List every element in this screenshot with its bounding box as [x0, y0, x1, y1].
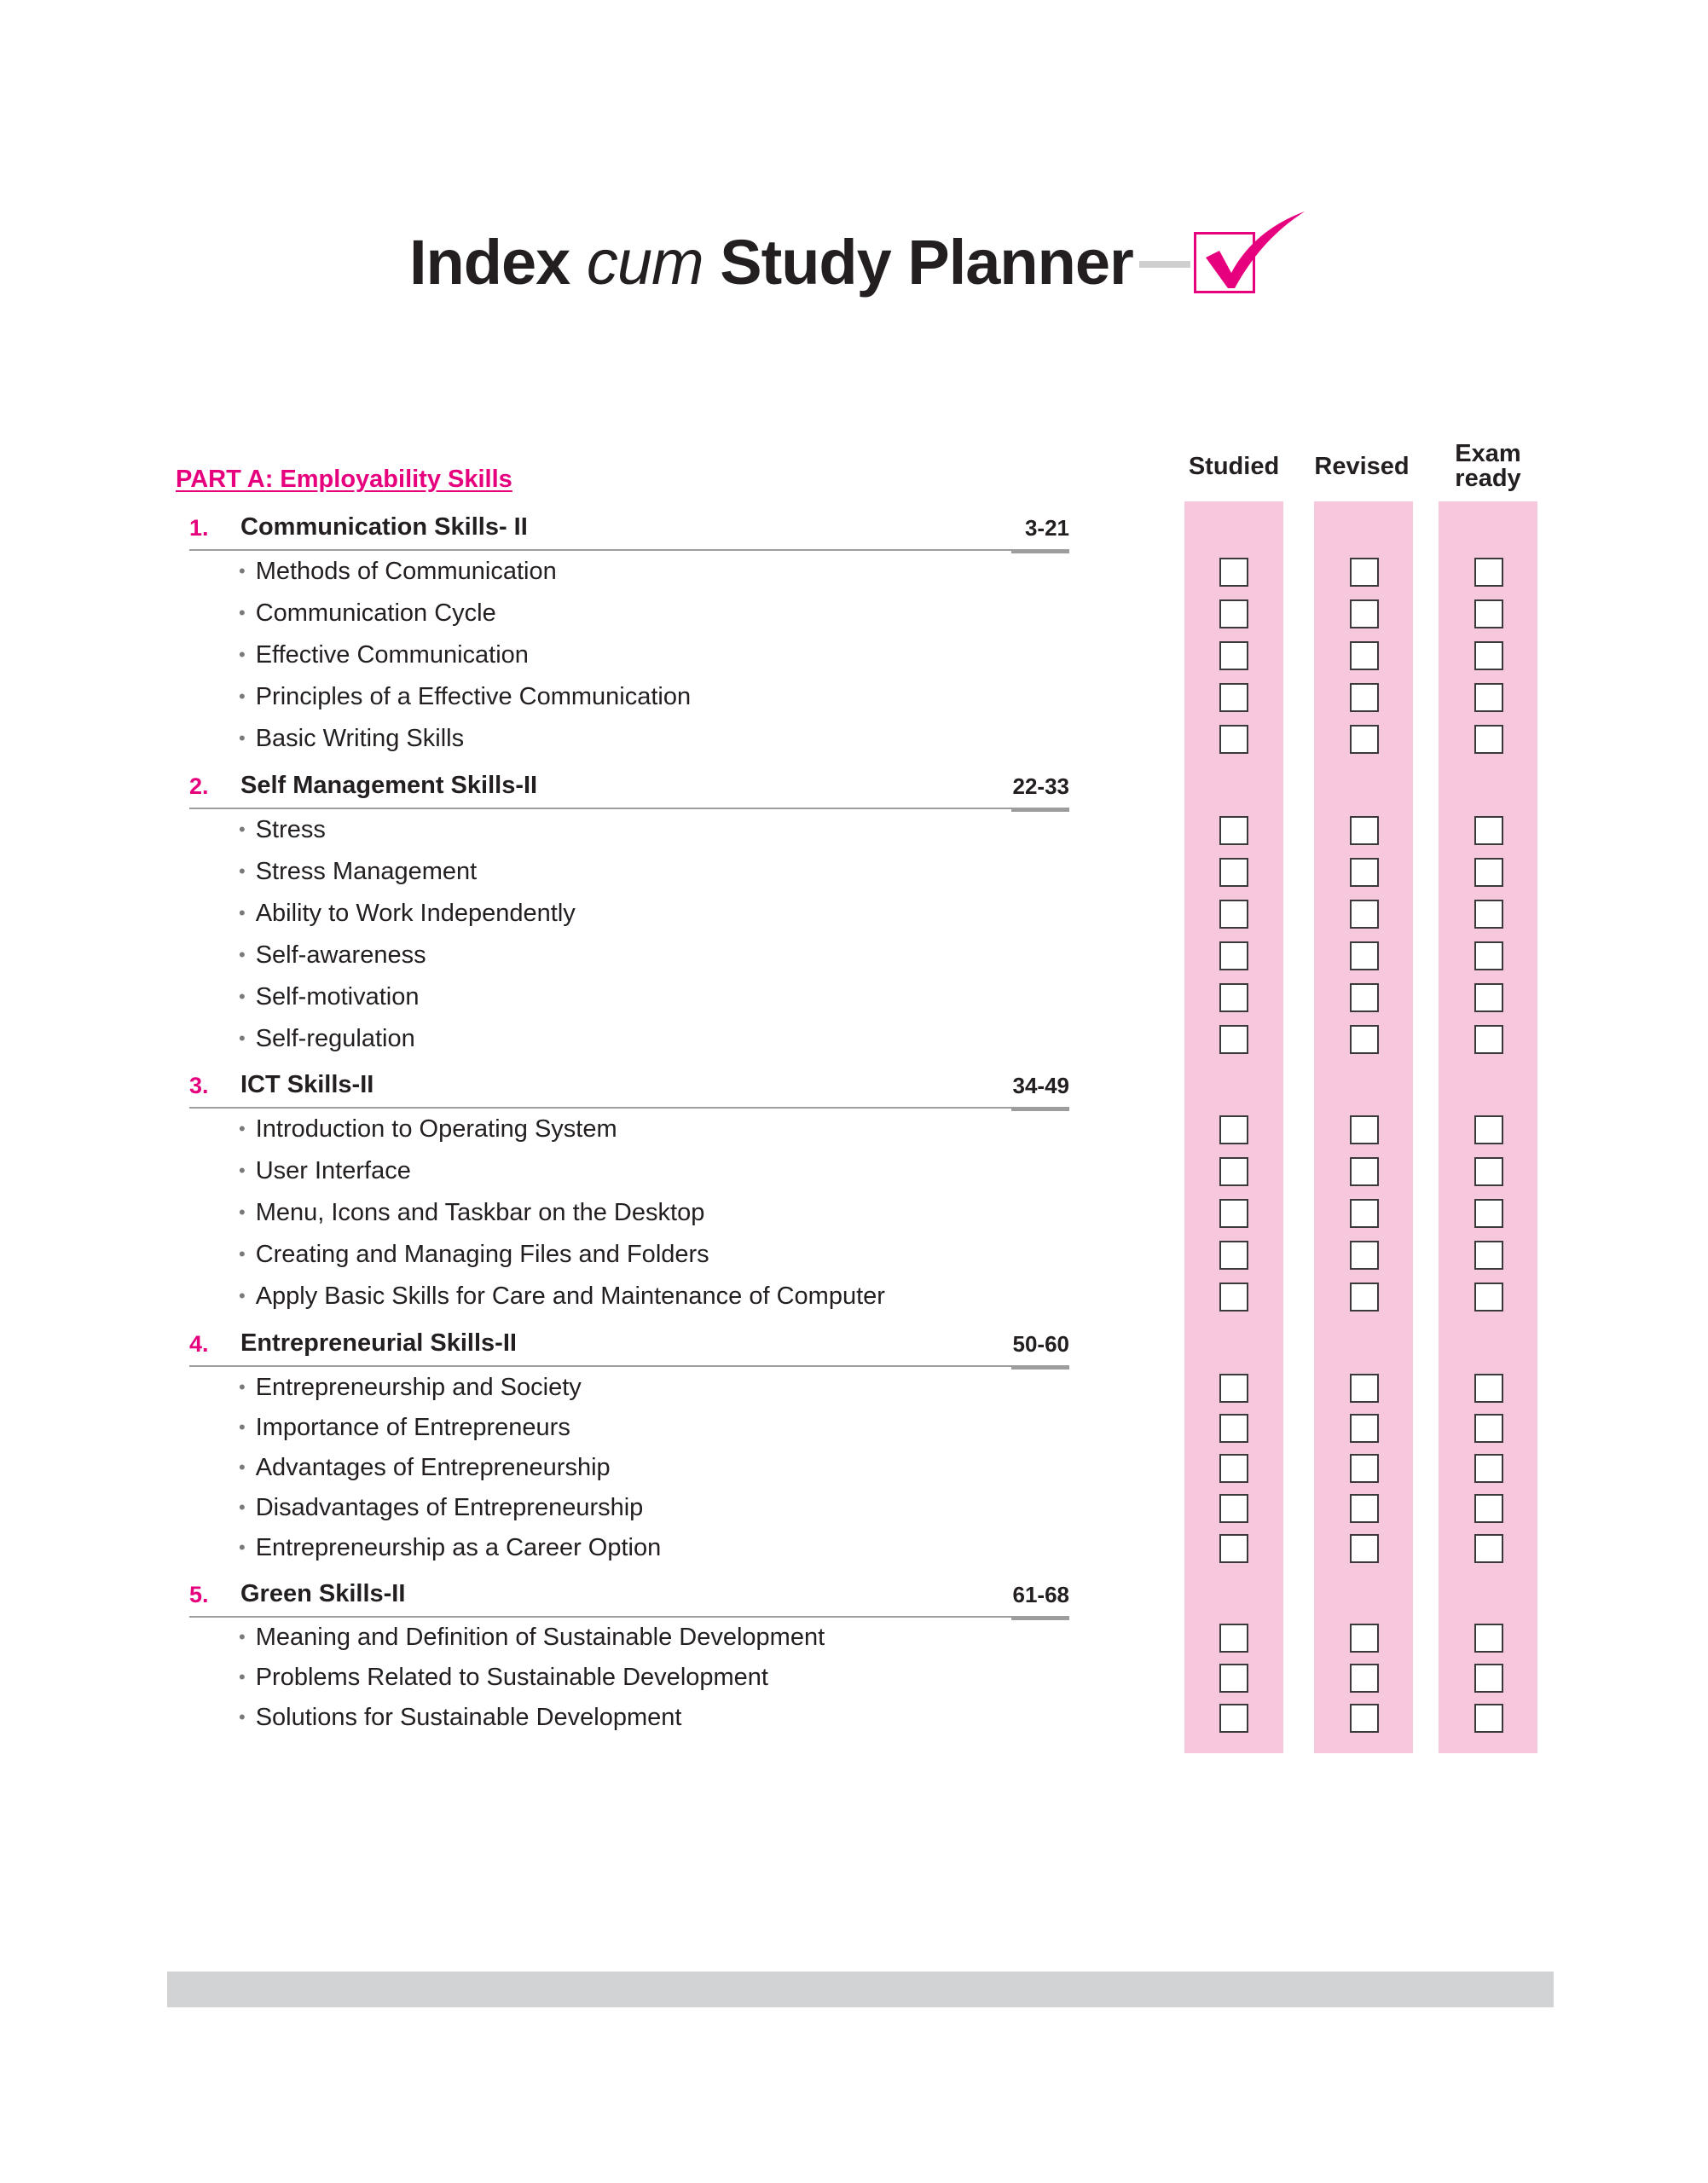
topic-item — [239, 980, 420, 1014]
topic-item — [239, 680, 691, 714]
bullet-icon: • — [239, 1626, 246, 1647]
exam-ready-checkbox[interactable] — [1474, 900, 1503, 929]
studied-checkbox[interactable] — [1219, 1241, 1248, 1270]
chapter-pages: 34-49 — [1012, 1073, 1069, 1098]
pages-underline — [1011, 1109, 1069, 1111]
chapter-header — [189, 1069, 1069, 1109]
exam-ready-checkbox[interactable] — [1474, 858, 1503, 887]
bullet-icon: • — [239, 727, 246, 749]
title-cum: cum — [586, 227, 703, 298]
column-header-studied: Studied — [1188, 453, 1280, 480]
topic-label: Introduction to Operating System — [255, 1115, 617, 1143]
topic-item — [239, 854, 477, 889]
revised-checkbox[interactable] — [1350, 1624, 1379, 1653]
studied-checkbox[interactable] — [1219, 1624, 1248, 1653]
studied-checkbox[interactable] — [1219, 1157, 1248, 1186]
exam-ready-checkbox[interactable] — [1474, 683, 1503, 712]
bullet-icon: • — [239, 1706, 246, 1728]
topic-label: Entrepreneurship and Society — [255, 1374, 582, 1401]
topic-label: Principles of a Effective Communication — [255, 683, 692, 710]
studied-checkbox[interactable] — [1219, 1199, 1248, 1228]
exam-ready-checkbox[interactable] — [1474, 1494, 1503, 1523]
revised-checkbox[interactable] — [1350, 1704, 1379, 1733]
studied-checkbox[interactable] — [1219, 1115, 1248, 1144]
topic-label: Disadvantages of Entrepreneurship — [255, 1494, 644, 1521]
topic-item — [239, 1700, 681, 1734]
bullet-icon: • — [239, 1243, 246, 1265]
chapter-header — [189, 1328, 1069, 1367]
bullet-icon: • — [239, 1666, 246, 1688]
topic-label: Meaning and Definition of Sustainable Development — [255, 1624, 825, 1651]
bullet-icon: • — [239, 1285, 246, 1306]
studied-checkbox[interactable] — [1219, 1025, 1248, 1054]
topic-label: Stress Management — [255, 858, 478, 885]
column-header-exam-line1: Exam — [1455, 440, 1521, 467]
bullet-icon: • — [239, 944, 246, 965]
revised-checkbox[interactable] — [1350, 983, 1379, 1012]
bullet-icon: • — [239, 560, 246, 582]
exam-ready-checkbox[interactable] — [1474, 1283, 1503, 1312]
topic-item — [239, 1370, 582, 1404]
footer-bar — [167, 1972, 1554, 2007]
studied-checkbox[interactable] — [1219, 1494, 1248, 1523]
topic-label: Self-motivation — [255, 983, 420, 1010]
exam-ready-checkbox[interactable] — [1474, 641, 1503, 670]
topic-item — [239, 1022, 415, 1056]
chapter-pages: 61-68 — [1012, 1582, 1069, 1607]
revised-checkbox[interactable] — [1350, 1664, 1379, 1693]
chapter-number: 2. — [189, 773, 209, 799]
checkmark-icon — [1194, 205, 1313, 298]
studied-checkbox[interactable] — [1219, 900, 1248, 929]
chapter-title: Green Skills-II — [240, 1580, 406, 1607]
studied-checkbox[interactable] — [1219, 983, 1248, 1012]
revised-checkbox[interactable] — [1350, 1374, 1379, 1403]
exam-ready-checkbox[interactable] — [1474, 1157, 1503, 1186]
exam-ready-checkbox[interactable] — [1474, 1199, 1503, 1228]
topic-item — [239, 721, 464, 756]
topic-label: Self-awareness — [255, 941, 426, 969]
exam-ready-checkbox[interactable] — [1474, 1704, 1503, 1733]
topic-label: Creating and Managing Files and Folders — [255, 1241, 709, 1268]
topic-item — [239, 1660, 768, 1694]
title-index: Index — [409, 227, 570, 298]
pages-underline — [1011, 1618, 1069, 1620]
chapter-header — [189, 512, 1069, 551]
title-study-planner: Study Planner — [720, 227, 1133, 298]
revised-checkbox[interactable] — [1350, 1025, 1379, 1054]
revised-checkbox[interactable] — [1350, 1534, 1379, 1563]
studied-checkbox[interactable] — [1219, 816, 1248, 845]
bullet-icon: • — [239, 644, 246, 665]
column-header-exam-ready — [1433, 442, 1543, 491]
topic-label: Self-regulation — [255, 1025, 415, 1052]
revised-checkbox[interactable] — [1350, 1241, 1379, 1270]
topic-item — [239, 638, 529, 672]
revised-checkbox[interactable] — [1350, 1283, 1379, 1312]
studied-checkbox[interactable] — [1219, 1283, 1248, 1312]
studied-checkbox[interactable] — [1219, 941, 1248, 970]
exam-ready-checkbox[interactable] — [1474, 558, 1503, 587]
bullet-icon: • — [239, 986, 246, 1007]
topic-item — [239, 1112, 617, 1146]
exam-ready-checkbox[interactable] — [1474, 725, 1503, 754]
topic-label: Methods of Communication — [255, 558, 557, 585]
topic-label: Importance of Entrepreneurs — [255, 1414, 570, 1441]
bullet-icon: • — [239, 1160, 246, 1181]
bullet-icon: • — [239, 1456, 246, 1478]
bullet-icon: • — [239, 1118, 246, 1139]
exam-ready-checkbox[interactable] — [1474, 1454, 1503, 1483]
bullet-icon: • — [239, 1028, 246, 1049]
revised-checkbox[interactable] — [1350, 900, 1379, 929]
bullet-icon: • — [239, 1416, 246, 1438]
revised-checkbox[interactable] — [1350, 1454, 1379, 1483]
chapter-number: 5. — [189, 1582, 209, 1607]
pages-underline — [1011, 551, 1069, 553]
exam-ready-checkbox[interactable] — [1474, 983, 1503, 1012]
bullet-icon: • — [239, 1537, 246, 1558]
topic-label: User Interface — [255, 1157, 411, 1184]
revised-checkbox[interactable] — [1350, 558, 1379, 587]
revised-checkbox[interactable] — [1350, 1157, 1379, 1186]
revised-checkbox[interactable] — [1350, 1199, 1379, 1228]
topic-item — [239, 596, 496, 630]
chapter-pages: 50-60 — [1012, 1331, 1069, 1357]
studied-checkbox[interactable] — [1219, 1534, 1248, 1563]
topic-item — [239, 1196, 704, 1230]
exam-ready-checkbox[interactable] — [1474, 941, 1503, 970]
revised-checkbox[interactable] — [1350, 683, 1379, 712]
bullet-icon: • — [239, 1376, 246, 1398]
bullet-icon: • — [239, 860, 246, 882]
studied-checkbox[interactable] — [1219, 1664, 1248, 1693]
exam-ready-checkbox[interactable] — [1474, 1534, 1503, 1563]
bullet-icon: • — [239, 902, 246, 924]
exam-ready-checkbox[interactable] — [1474, 1414, 1503, 1443]
topic-item — [239, 1410, 570, 1445]
studied-checkbox[interactable] — [1219, 858, 1248, 887]
exam-ready-checkbox[interactable] — [1474, 1241, 1503, 1270]
topic-label: Basic Writing Skills — [255, 725, 465, 752]
chapter-header — [189, 770, 1069, 809]
exam-ready-checkbox[interactable] — [1474, 1374, 1503, 1403]
chapter-pages: 22-33 — [1012, 773, 1069, 799]
bullet-icon: • — [239, 686, 246, 707]
studied-checkbox[interactable] — [1219, 683, 1248, 712]
studied-checkbox[interactable] — [1219, 558, 1248, 587]
studied-checkbox[interactable] — [1219, 641, 1248, 670]
topic-item — [239, 1451, 611, 1485]
title-connector-line — [1139, 261, 1190, 268]
chapter-title: Communication Skills- II — [240, 513, 528, 541]
topic-item — [239, 1491, 643, 1525]
pages-underline — [1011, 1367, 1069, 1369]
bullet-icon: • — [239, 819, 246, 840]
topic-label: Menu, Icons and Taskbar on the Desktop — [255, 1199, 705, 1226]
topic-item — [239, 1154, 411, 1188]
topic-item — [239, 1531, 661, 1565]
studied-checkbox[interactable] — [1219, 1704, 1248, 1733]
revised-checkbox[interactable] — [1350, 599, 1379, 628]
topic-item — [239, 1620, 825, 1654]
bullet-icon: • — [239, 1497, 246, 1518]
revised-checkbox[interactable] — [1350, 941, 1379, 970]
topic-label: Advantages of Entrepreneurship — [255, 1454, 611, 1481]
topic-label: Solutions for Sustainable Development — [255, 1704, 682, 1731]
chapter-title: Self Management Skills-II — [240, 772, 538, 799]
column-header-revised: Revised — [1314, 453, 1410, 480]
exam-ready-checkbox[interactable] — [1474, 816, 1503, 845]
studied-checkbox[interactable] — [1219, 599, 1248, 628]
topic-label: Ability to Work Independently — [255, 900, 576, 927]
exam-ready-checkbox[interactable] — [1474, 1624, 1503, 1653]
revised-checkbox[interactable] — [1350, 816, 1379, 845]
topic-item — [239, 938, 426, 972]
topic-label: Effective Communication — [255, 641, 529, 669]
topic-label: Apply Basic Skills for Care and Maintenance of Computer — [255, 1283, 885, 1310]
revised-checkbox[interactable] — [1350, 641, 1379, 670]
revised-checkbox[interactable] — [1350, 1414, 1379, 1443]
revised-checkbox[interactable] — [1350, 725, 1379, 754]
studied-checkbox[interactable] — [1219, 1374, 1248, 1403]
revised-checkbox[interactable] — [1350, 1494, 1379, 1523]
chapter-number: 1. — [189, 515, 209, 541]
exam-ready-checkbox[interactable] — [1474, 599, 1503, 628]
studied-checkbox[interactable] — [1219, 725, 1248, 754]
revised-checkbox[interactable] — [1350, 858, 1379, 887]
chapter-title: ICT Skills-II — [240, 1071, 374, 1098]
topic-label: Stress — [255, 816, 326, 843]
exam-ready-checkbox[interactable] — [1474, 1025, 1503, 1054]
chapter-number: 3. — [189, 1073, 209, 1098]
revised-checkbox[interactable] — [1350, 1115, 1379, 1144]
pages-underline — [1011, 809, 1069, 812]
topic-item — [239, 554, 557, 588]
topic-label: Entrepreneurship as a Career Option — [255, 1534, 662, 1561]
topic-label: Problems Related to Sustainable Development — [255, 1664, 768, 1691]
exam-ready-checkbox[interactable] — [1474, 1115, 1503, 1144]
exam-ready-checkbox[interactable] — [1474, 1664, 1503, 1693]
part-heading: PART A: Employability Skills — [176, 466, 512, 493]
chapter-number: 4. — [189, 1331, 209, 1357]
topic-label: Communication Cycle — [255, 599, 496, 627]
bullet-icon: • — [239, 1202, 246, 1223]
topic-item — [239, 813, 326, 847]
topic-item — [239, 1279, 885, 1313]
chapter-header — [189, 1578, 1069, 1618]
bullet-icon: • — [239, 602, 246, 623]
studied-checkbox[interactable] — [1219, 1414, 1248, 1443]
studied-checkbox[interactable] — [1219, 1454, 1248, 1483]
page-title — [409, 220, 1133, 305]
chapter-pages: 3-21 — [1024, 515, 1069, 541]
column-header-exam-line2: ready — [1455, 465, 1521, 492]
chapter-title: Entrepreneurial Skills-II — [240, 1329, 517, 1357]
topic-item — [239, 896, 576, 930]
topic-item — [239, 1237, 709, 1271]
